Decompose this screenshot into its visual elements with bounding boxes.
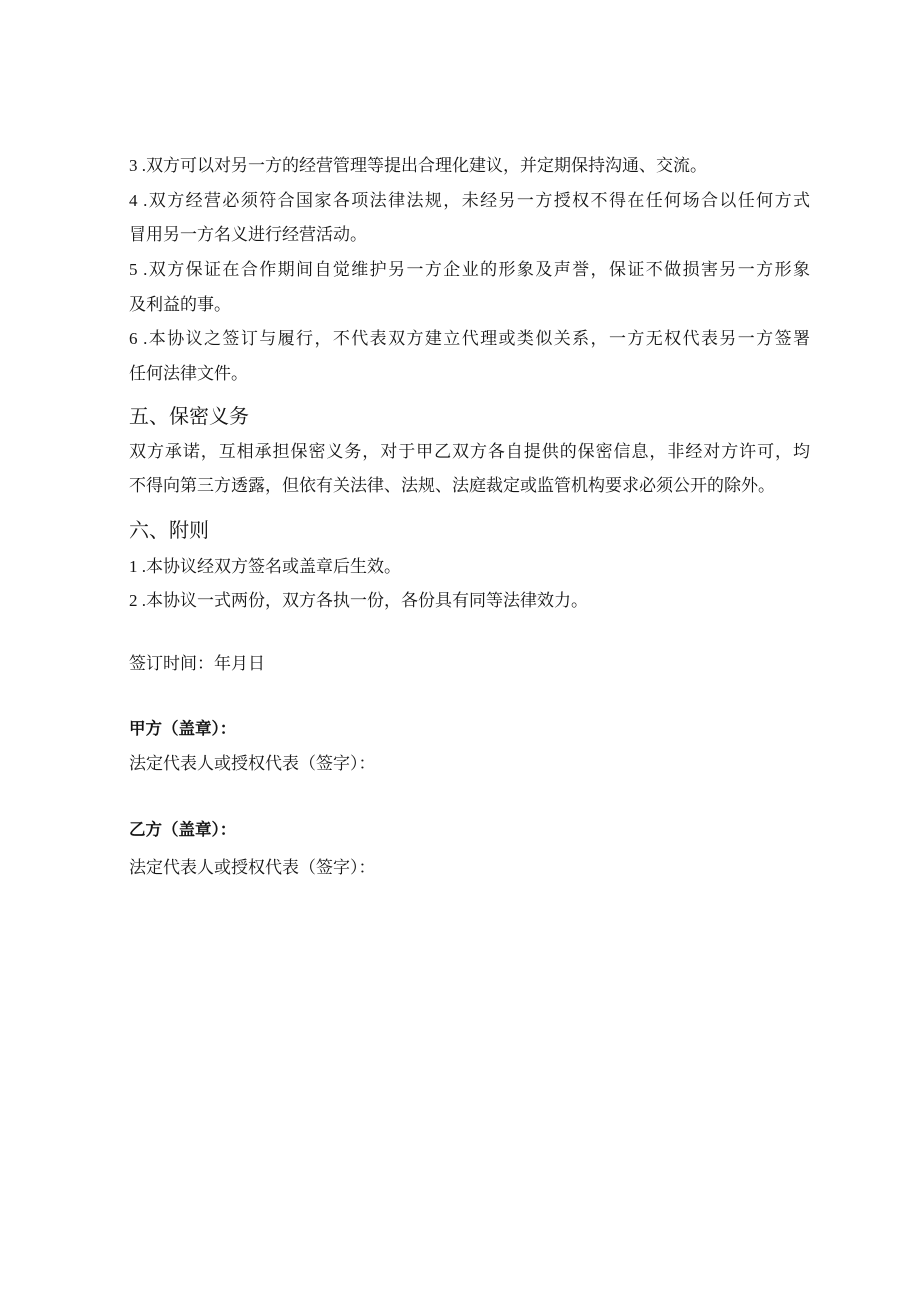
clause-6-line-1: 6 .本协议之签订与履行，不代表双方建立代理或类似关系，一方无权代表另一方签署: [129, 329, 810, 349]
annex-2-line: 2 .本协议一式两份，双方各执一份，各份具有同等法律效力。: [129, 591, 588, 611]
signing-date-line: 签订时间：年月日: [129, 653, 265, 673]
document-content: [129, 149, 810, 885]
confidentiality-line-2: 不得向第三方透露，但依有关法律、法规、法庭裁定或监管机构要求必须公开的除外。: [129, 476, 775, 496]
clause-5-line-1: 5 .双方保证在合作期间自觉维护另一方企业的形象及声誉，保证不做损害另一方形象: [129, 260, 810, 280]
section-heading-confidentiality: 五、保密义务: [129, 405, 249, 428]
clause-5-line-2: 及利益的事。: [129, 294, 231, 314]
party-b-representative-label: 法定代表人或授权代表（签字）：: [129, 857, 376, 877]
clause-6-line-2: 任何法律文件。: [129, 364, 248, 384]
section-heading-annex: 六、附则: [129, 519, 209, 542]
clause-4-line-2: 冒用另一方名义进行经营活动。: [129, 225, 367, 245]
confidentiality-line-1: 双方承诺，互相承担保密义务，对于甲乙双方各自提供的保密信息，非经对方许可，均: [129, 441, 810, 461]
party-a-seal-label: 甲方（盖章）：: [129, 719, 237, 738]
party-b-seal-label: 乙方（盖章）：: [129, 821, 237, 839]
clause-3-line-1: 3 .双方可以对另一方的经营管理等提出合理化建议，并定期保持沟通、交流。: [129, 156, 707, 175]
clause-4-line-1: 4 .双方经营必须符合国家各项法律法规，未经另一方授权不得在任何场合以任何方式: [129, 190, 810, 210]
annex-1-line: 1 .本协议经双方签名或盖章后生效。: [129, 556, 401, 576]
party-a-representative-label: 法定代表人或授权代表（签字）：: [129, 754, 376, 774]
